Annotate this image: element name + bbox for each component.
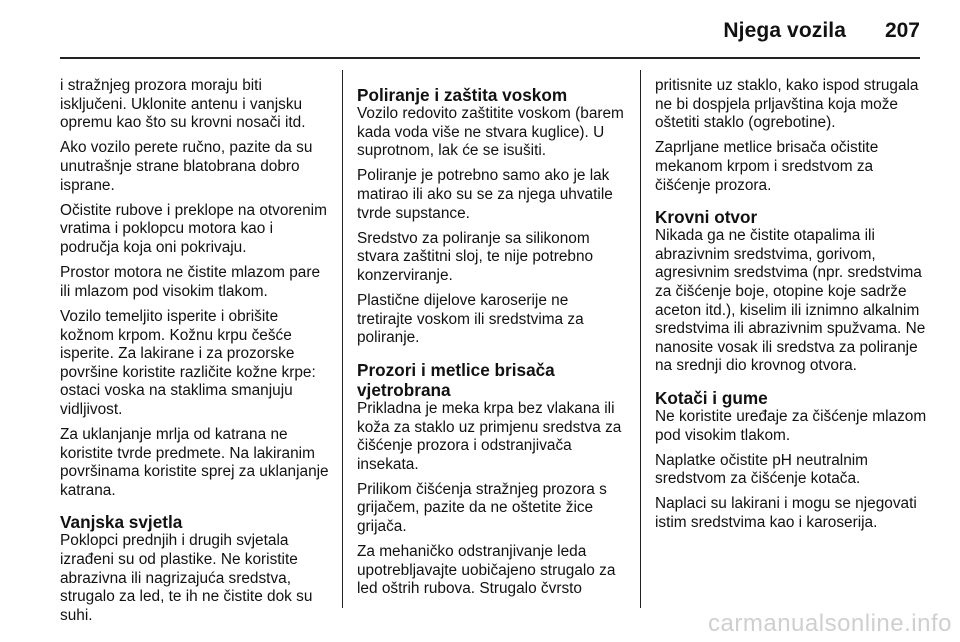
paragraph: Naplaci su lakirani i mogu se njegovati istim sredstvima kao i karoserija. xyxy=(655,495,917,532)
paragraph: Zaprljane metlice brisača očistite mekanom krpom i sredstvom za čišćenje prozora. xyxy=(655,139,879,194)
paragraph: Prilikom čišćenja stražnjeg prozora s grijačem, pazite da ne oštetite žice grijača. xyxy=(357,480,607,536)
paragraph: Ne koristite uređaje za čišćenje mlazom pod visokim tlakom. xyxy=(655,407,927,444)
paragraph: Ako vozilo perete ručno, pazite da su unutrašnje strane blatobrana dobro isprane. xyxy=(60,139,313,194)
section-heading: Poliranje i zaštita voskom xyxy=(357,85,568,105)
section-heading: Prozori i metlice brisača vjetrobrana xyxy=(357,359,555,400)
paragraph: Vozilo temeljito isperite i obrišite kožnom krpom. Kožnu krpu češće isperite. Za lakirane i za prozorske površine koristite različite kožne krpe: ostaci voska na staklima smanjuju vidljivost. xyxy=(60,307,316,418)
paragraph: Poliranje je potrebno samo ako je lak matirao ili ako su se za njega uhvatile tvrde supstance. xyxy=(357,167,613,222)
section-heading: Kotači i gume xyxy=(655,387,768,408)
paragraph: pritisnite uz staklo, kako ispod strugala ne bi dospjela prljavština koja može oštetiti staklo (ogrebotine). xyxy=(655,77,919,132)
column-divider xyxy=(342,70,343,608)
page-header xyxy=(0,0,960,56)
paragraph: Prostor motora ne čistite mlazom pare ili mlazom pod visokim tlakom. xyxy=(60,264,321,300)
paragraph: Poklopci prednjih i drugih svjetala izrađeni su od plastike. Ne koristite abrazivna ili nagrizajuća sredstva, strugalo za led, te ih ne čistite dok su suhi. xyxy=(60,532,313,624)
paragraph: Naplatke očistite pH neutralnim sredstvom za čišćenje kotača. xyxy=(655,451,869,488)
section-title: Njega vozila xyxy=(723,19,846,42)
paragraph: Za uklanjanje mrlja od katrana ne koristite tvrde predmete. Na lakiranim površinama koristite sprej za uklanjanje katrana. xyxy=(60,426,329,499)
paragraph: Očistite rubove i preklope na otvorenim vratima i poklopcu motora kao i područja koja oni pokrivaju. xyxy=(60,201,327,256)
paragraph: Vozilo redovito zaštitite voskom (barem kada voda više ne stvara kuglice). U suprotnom, lak će se isušiti. xyxy=(357,105,624,160)
text-column-2 xyxy=(357,77,627,642)
paragraph: Za mehaničko odstranjivanje leda upotrebljavajte uobičajeno strugalo za led oštrih rubova. Strugalo čvrsto xyxy=(357,543,616,598)
paragraph: Sredstvo za poliranje sa silikonom stvara zaštitni sloj, te nije potrebno konzerviranje. xyxy=(357,229,594,284)
paragraph: i stražnjeg prozora moraju biti isključeni. Uklonite antenu i vanjsku opremu kao što su krovni nosači itd. xyxy=(60,77,306,132)
section-heading: Krovni otvor xyxy=(655,207,758,228)
column-divider xyxy=(640,70,641,608)
text-column-3 xyxy=(655,77,927,642)
watermark: carmanualsonline.info xyxy=(708,610,952,637)
section-heading: Vanjska svjetla xyxy=(60,512,183,533)
header-divider xyxy=(60,57,920,59)
text-column-1 xyxy=(60,77,332,642)
paragraph: Prikladna je meka krpa bez vlakana ili koža za staklo uz primjenu sredstva za čišćenje prozora i odstranjivača insekata. xyxy=(357,399,622,473)
paragraph: Plastične dijelove karoserije ne tretirajte voskom ili sredstvima za poliranje. xyxy=(357,292,584,347)
paragraph: Nikada ga ne čistite otapalima ili abrazivnim sredstvima, gorivom, agresivnim sredstvima (npr. sredstvima za čišćenje boje, otopine koje sadrže aceton itd.), kiselim ili iznimno alkalnim sredstvima ili abrazivnim spužvama. Ne nanosite vosak ili sredstva za poliranje na srednji dio krovnog otvora. xyxy=(655,227,926,375)
page-number: 207 xyxy=(884,19,920,42)
